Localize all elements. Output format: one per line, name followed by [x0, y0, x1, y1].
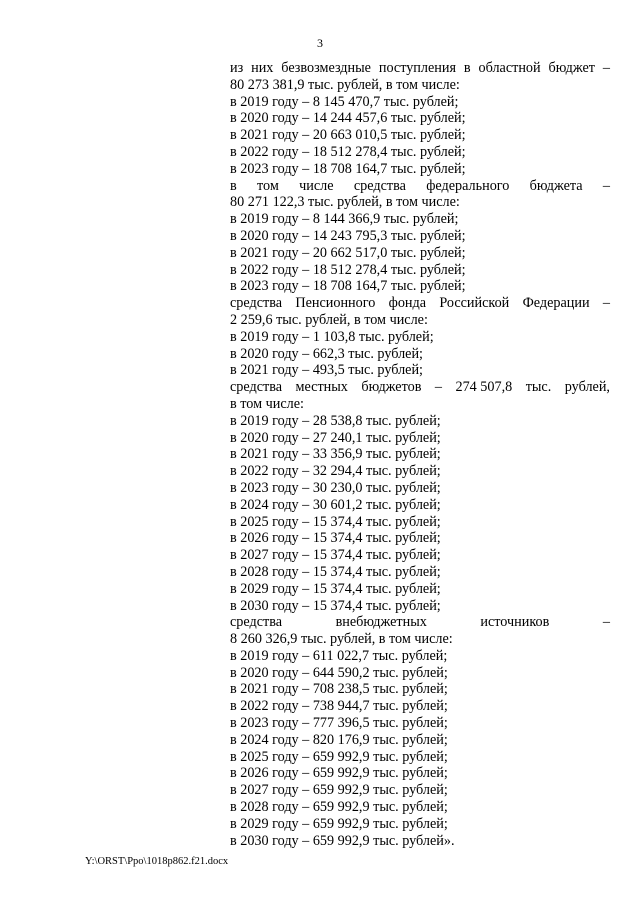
text-line: в том числе: [230, 395, 304, 412]
word: средства [230, 614, 283, 631]
text-line: в 2020 году – 662,3 тыс. рублей; [230, 345, 423, 362]
text-line: в 2023 году – 777 396,5 тыс. рублей; [230, 715, 448, 732]
word: – [602, 614, 610, 631]
text-line: в 2026 году – 659 992,9 тыс. рублей; [230, 765, 448, 782]
text-line: в 2027 году – 659 992,9 тыс. рублей; [230, 782, 448, 799]
text-line: в 2030 году – 15 374,4 тыс. рублей; [230, 597, 441, 614]
text-line: в 2021 году – 708 238,5 тыс. рублей; [230, 681, 448, 698]
word: Пенсионного [295, 295, 376, 312]
text-line: в 2023 году – 30 230,0 тыс. рублей; [230, 479, 441, 496]
word: тыс. [525, 379, 552, 396]
word: средства [230, 295, 283, 312]
word: 274 507,8 [455, 379, 513, 396]
text-line: 2 259,6 тыс. рублей, в том числе: [230, 311, 428, 328]
word: числе [299, 177, 334, 194]
text-line: в 2022 году – 32 294,4 тыс. рублей; [230, 463, 441, 480]
text-line: в 2020 году – 14 243 795,3 тыс. рублей; [230, 227, 466, 244]
word: – [602, 295, 610, 312]
text-line: в 2021 году – 20 663 010,5 тыс. рублей; [230, 127, 466, 144]
text-line: в 2029 году – 659 992,9 тыс. рублей; [230, 815, 448, 832]
text-line: в 2019 году – 611 022,7 тыс. рублей; [230, 647, 448, 664]
word: бюджетов [361, 379, 422, 396]
word: местных [295, 379, 348, 396]
text-line: в 2028 году – 15 374,4 тыс. рублей; [230, 563, 441, 580]
text-line: 80 273 381,9 тыс. рублей, в том числе: [230, 76, 460, 93]
word: из [230, 60, 244, 76]
word: областной [478, 60, 541, 76]
text-line: в 2021 году – 20 662 517,0 тыс. рублей; [230, 244, 466, 261]
text-line: в 2025 году – 15 374,4 тыс. рублей; [230, 513, 441, 530]
text-line: в 2025 году – 659 992,9 тыс. рублей; [230, 748, 448, 765]
text-line [230, 178, 610, 195]
word: в [463, 60, 471, 76]
text-line: 80 271 122,3 тыс. рублей, в том числе: [230, 194, 460, 211]
word: средства [230, 379, 283, 396]
text-line [230, 379, 610, 396]
word: федерального [426, 177, 510, 194]
text-line: в 2028 году – 659 992,9 тыс. рублей; [230, 799, 448, 816]
text-line: в 2024 году – 820 176,9 тыс. рублей; [230, 731, 448, 748]
text-line: в 2019 году – 1 103,8 тыс. рублей; [230, 328, 434, 345]
word: том [257, 177, 279, 194]
word: бюджет [548, 60, 595, 76]
word: – [602, 177, 610, 194]
word: безвозмездные [281, 60, 371, 76]
text-line: в 2020 году – 14 244 457,6 тыс. рублей; [230, 110, 466, 127]
file-path-footer: Y:\ORST\Ppo\1018p862.f21.docx [85, 856, 229, 867]
text-line: в 2019 году – 8 144 366,9 тыс. рублей; [230, 211, 459, 228]
text-line: в 2019 году – 8 145 470,7 тыс. рублей; [230, 93, 459, 110]
word: рублей, [564, 379, 610, 396]
word: фонда [388, 295, 427, 312]
text-line: в 2024 году – 30 601,2 тыс. рублей; [230, 496, 441, 513]
text-line: 8 260 326,9 тыс. рублей, в том числе: [230, 631, 453, 648]
text-line: в 2023 году – 18 708 164,7 тыс. рублей; [230, 278, 466, 295]
text-line: в 2022 году – 18 512 278,4 тыс. рублей; [230, 261, 466, 278]
word: внебюджетных [335, 614, 427, 631]
text-line: в 2021 году – 493,5 тыс. рублей; [230, 362, 423, 379]
page-number: 3 [317, 36, 323, 50]
text-line [230, 614, 610, 631]
text-line: в 2027 году – 15 374,4 тыс. рублей; [230, 547, 441, 564]
text-line [230, 295, 610, 312]
text-line: в 2030 году – 659 992,9 тыс. рублей». [230, 832, 455, 849]
text-line: в 2023 году – 18 708 164,7 тыс. рублей; [230, 160, 466, 177]
text-line: в 2019 году – 28 538,8 тыс. рублей; [230, 412, 441, 429]
document-body [230, 60, 610, 849]
word: – [602, 60, 610, 76]
word: – [434, 379, 442, 396]
text-line: в 2029 году – 15 374,4 тыс. рублей; [230, 580, 441, 597]
word: в [230, 177, 237, 194]
text-line: в 2022 году – 18 512 278,4 тыс. рублей; [230, 143, 466, 160]
word: них [251, 60, 274, 76]
text-line: в 2021 году – 33 356,9 тыс. рублей; [230, 446, 441, 463]
text-line: в 2026 году – 15 374,4 тыс. рублей; [230, 530, 441, 547]
word: Федерации [522, 295, 590, 312]
text-line: в 2020 году – 644 590,2 тыс. рублей; [230, 664, 448, 681]
word: средства [353, 177, 406, 194]
word: бюджета [529, 177, 583, 194]
word: источников [480, 614, 550, 631]
text-line [230, 60, 610, 77]
word: поступления [378, 60, 456, 76]
word: Российской [439, 295, 510, 312]
text-line: в 2020 году – 27 240,1 тыс. рублей; [230, 429, 441, 446]
text-line: в 2022 году – 738 944,7 тыс. рублей; [230, 698, 448, 715]
